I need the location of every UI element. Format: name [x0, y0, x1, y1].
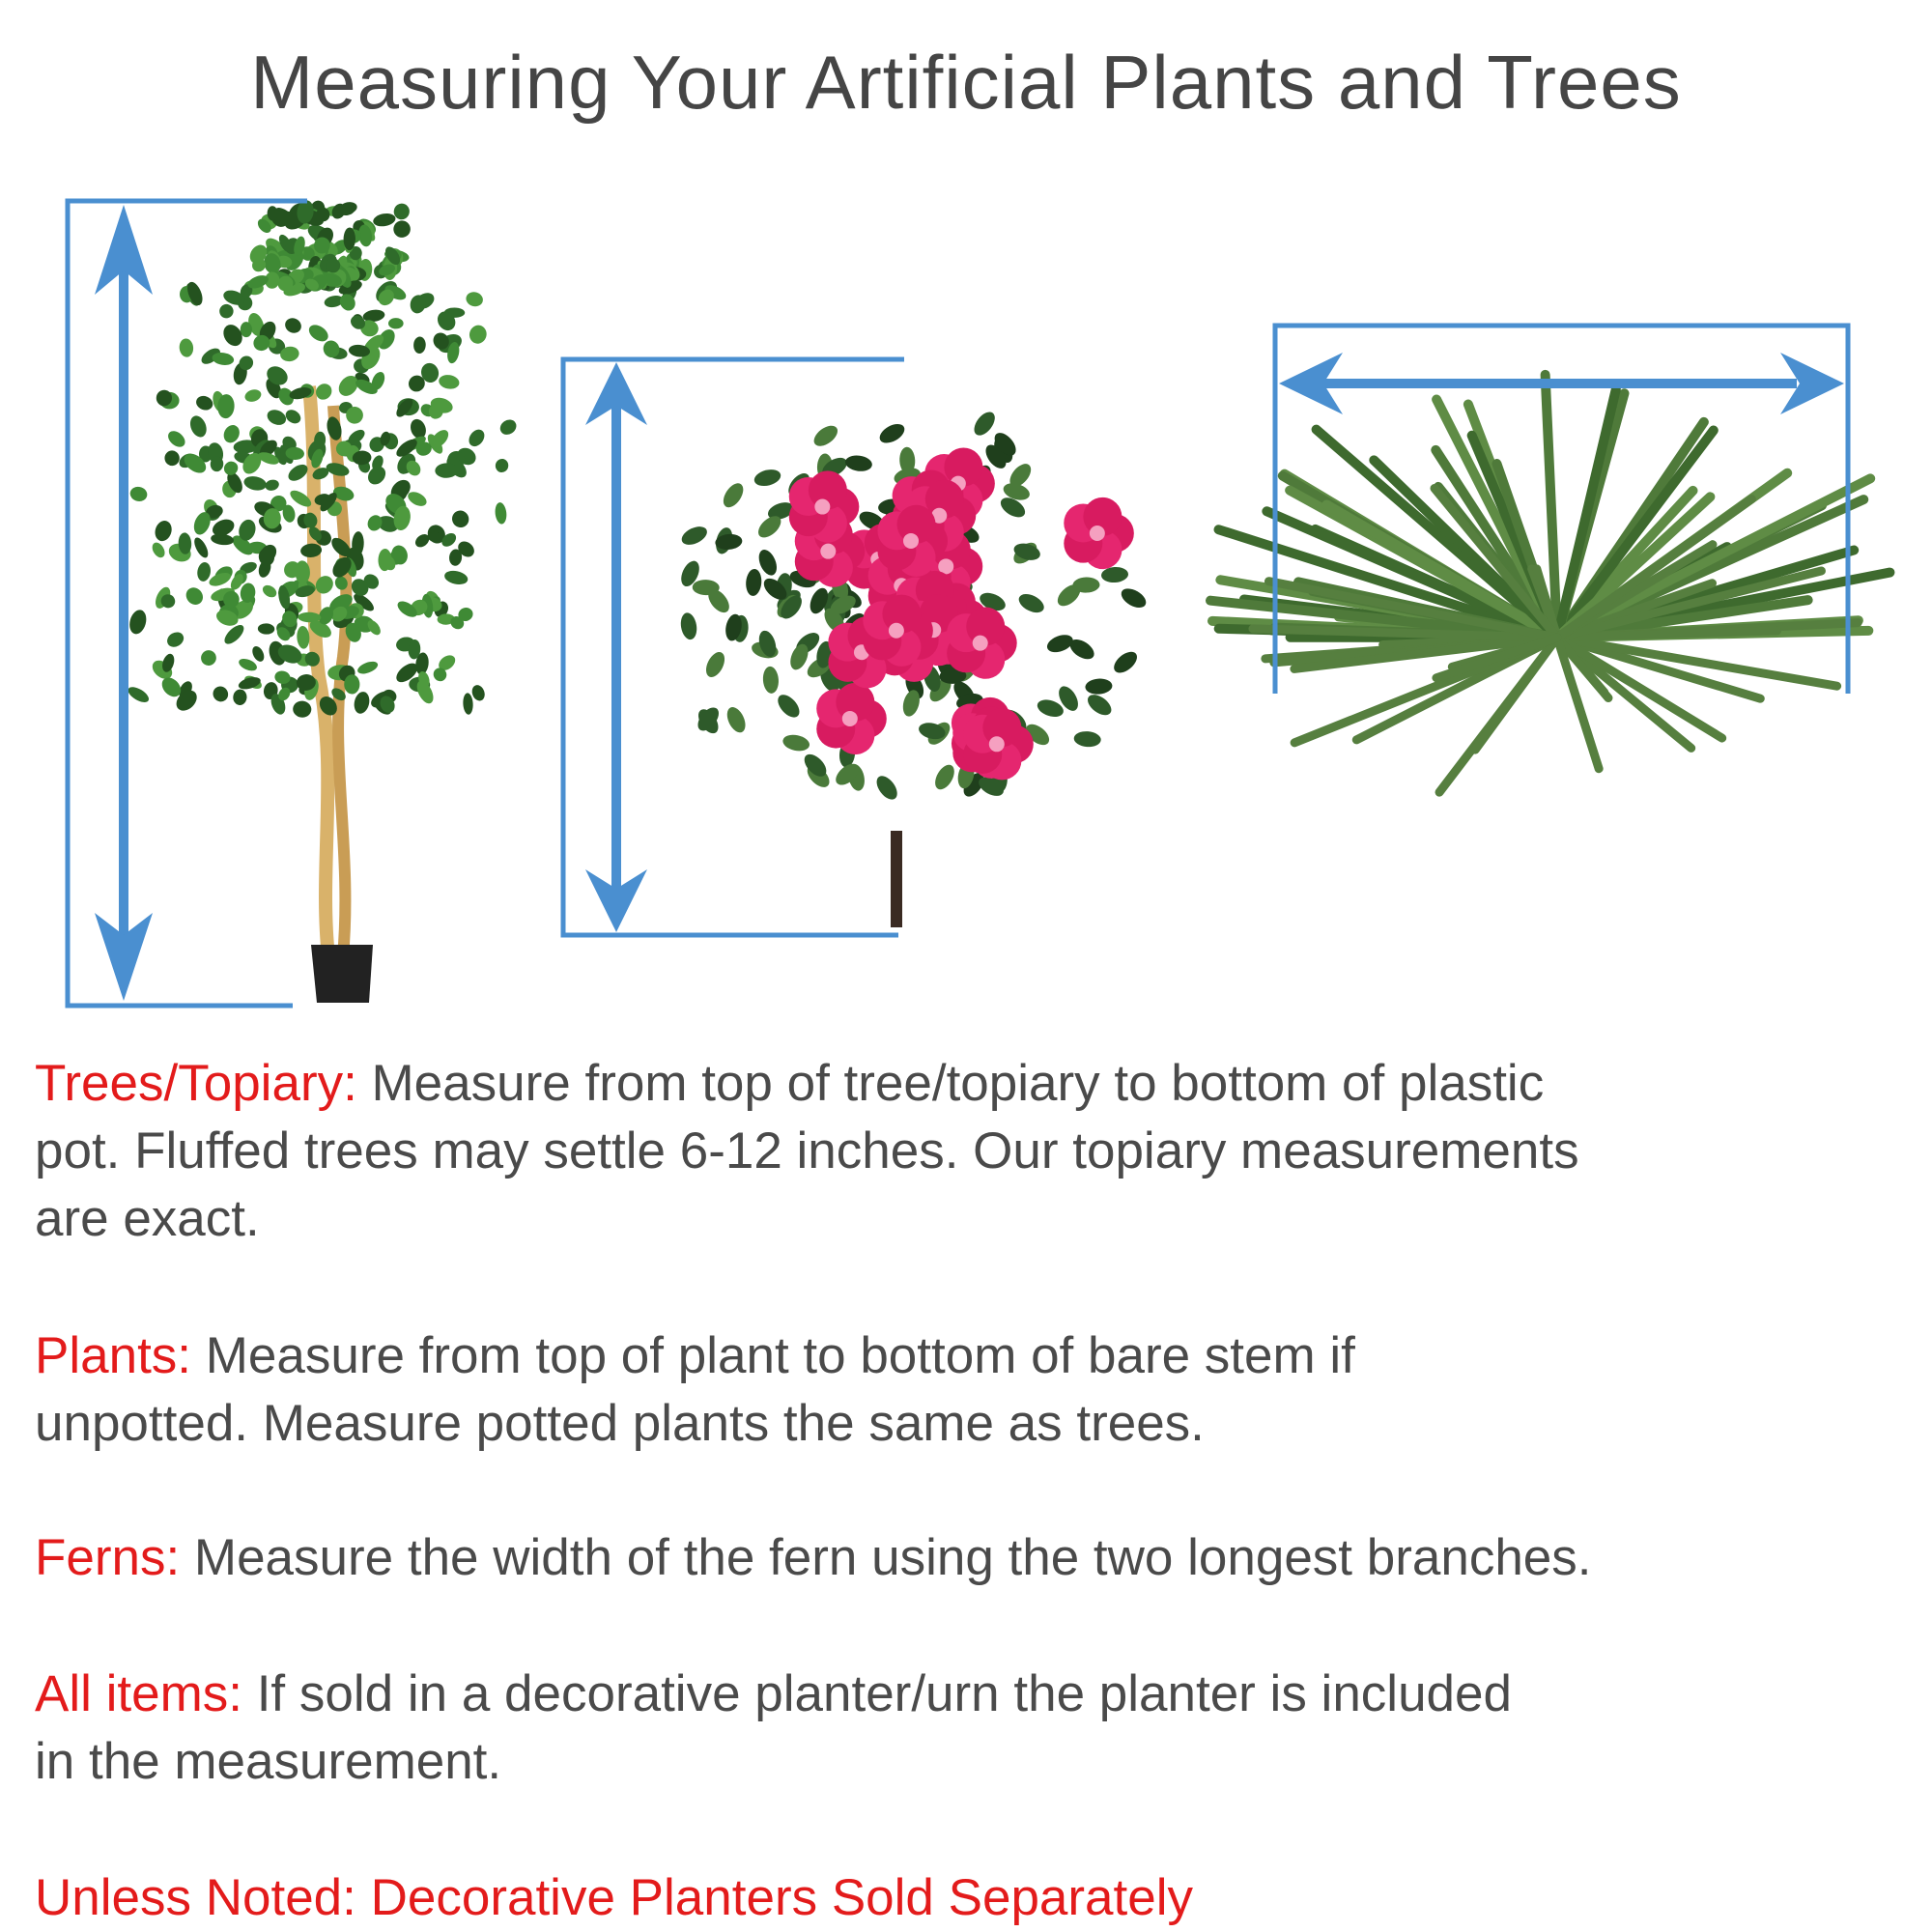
- text: If sold in a decorative planter/urn the planter is included: [242, 1665, 1512, 1722]
- text: Measure from top of tree/topiary to bottom of plastic: [356, 1055, 1545, 1112]
- planters-note: Unless Noted: Decorative Planters Sold Separately: [35, 1869, 1193, 1926]
- paragraph-line: [35, 1524, 1928, 1592]
- label-ferns: Ferns:: [35, 1529, 181, 1586]
- paragraph-plants: [35, 1322, 1928, 1458]
- paragraph-ferns: [35, 1524, 1928, 1592]
- tree-height-arrow-icon: [95, 205, 153, 1001]
- fern-width-arrow-icon: [1279, 353, 1844, 414]
- paragraph-line: [35, 1661, 1928, 1728]
- plant-height-arrow-icon: [585, 362, 647, 932]
- label-plants: Plants:: [35, 1327, 192, 1384]
- paragraph-all-items: [35, 1661, 1928, 1796]
- paragraph-trees: [35, 1050, 1928, 1253]
- flowering-plant-illustration: [677, 409, 1149, 927]
- tree-illustration: [126, 199, 519, 1003]
- page-title: Measuring Your Artificial Plants and Trees: [250, 40, 1682, 125]
- text: Measure from top of plant to bottom of bare stem if: [191, 1327, 1355, 1384]
- paragraph-line: are exact.: [35, 1190, 260, 1247]
- paragraph-line: unpotted. Measure potted plants the same as trees.: [35, 1395, 1205, 1452]
- paragraph-line: [35, 1050, 1928, 1118]
- fern-illustration: [1210, 375, 1889, 792]
- paragraph-line: pot. Fluffed trees may settle 6-12 inches. Our topiary measurements: [35, 1122, 1579, 1179]
- label-trees: Trees/Topiary:: [35, 1055, 357, 1112]
- paragraph-line: [35, 1322, 1928, 1390]
- text: Measure the width of the fern using the two longest branches.: [180, 1529, 1592, 1586]
- paragraph-line: in the measurement.: [35, 1733, 502, 1790]
- label-all-items: All items:: [35, 1665, 242, 1722]
